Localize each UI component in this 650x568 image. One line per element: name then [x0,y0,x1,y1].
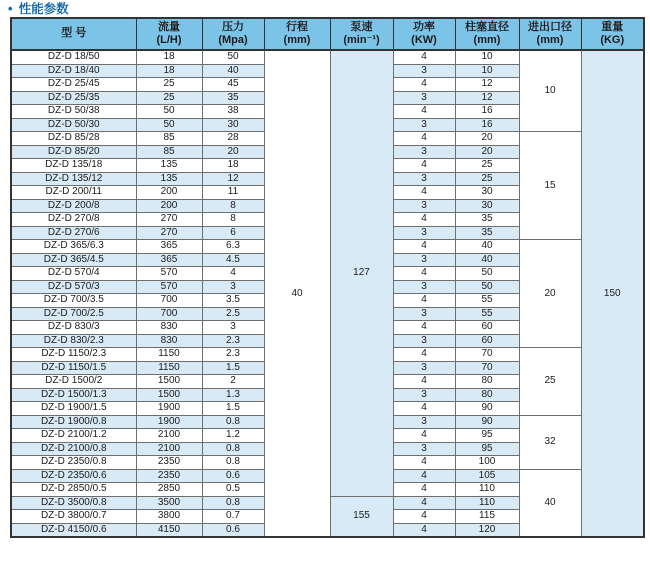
power-cell: 3 [393,91,455,105]
power-cell: 4 [393,50,455,64]
power-cell: 4 [393,132,455,146]
col-header-unit: (mm) [283,34,311,46]
flow-cell: 270 [136,213,202,227]
flow-cell: 50 [136,118,202,132]
flow-cell: 4150 [136,523,202,537]
model-cell: DZ-D 570/4 [11,267,136,281]
flow-cell: 1500 [136,375,202,389]
plunger-diameter-cell: 90 [455,402,519,416]
plunger-diameter-cell: 95 [455,429,519,443]
pressure-cell: 0.8 [202,415,264,429]
flow-cell: 2100 [136,442,202,456]
pressure-cell: 4 [202,267,264,281]
model-cell: DZ-D 1150/2.3 [11,348,136,362]
flow-cell: 85 [136,132,202,146]
model-cell: DZ-D 3500/0.8 [11,496,136,510]
model-cell: DZ-D 85/28 [11,132,136,146]
flow-cell: 365 [136,240,202,254]
col-header-power [393,18,455,50]
plunger-diameter-cell: 70 [455,348,519,362]
col-header-label: 泵速 [350,20,373,33]
col-header-label: 行程 [286,20,308,33]
model-cell: DZ-D 50/30 [11,118,136,132]
model-cell: DZ-D 270/8 [11,213,136,227]
pressure-cell: 45 [202,78,264,92]
power-cell: 3 [393,334,455,348]
model-cell: DZ-D 700/3.5 [11,294,136,308]
power-cell: 4 [393,456,455,470]
pressure-cell: 0.8 [202,496,264,510]
pressure-cell: 0.8 [202,456,264,470]
pressure-cell: 1.5 [202,361,264,375]
flow-cell: 700 [136,307,202,321]
plunger-diameter-cell: 50 [455,280,519,294]
pressure-cell: 8 [202,213,264,227]
plunger-diameter-cell: 30 [455,199,519,213]
port-size-merged-cell: 15 [519,132,581,240]
power-cell: 4 [393,510,455,524]
flow-cell: 50 [136,105,202,119]
power-cell: 3 [393,442,455,456]
flow-cell: 200 [136,186,202,200]
pressure-cell: 1.3 [202,388,264,402]
flow-cell: 1900 [136,415,202,429]
plunger-diameter-cell: 35 [455,226,519,240]
table-row [11,50,644,64]
model-cell: DZ-D 1900/0.8 [11,415,136,429]
col-header-unit: (KW) [411,34,437,46]
port-size-merged-cell: 40 [519,469,581,537]
plunger-diameter-cell: 115 [455,510,519,524]
model-cell: DZ-D 200/8 [11,199,136,213]
pressure-cell: 1.2 [202,429,264,443]
model-cell: DZ-D 135/12 [11,172,136,186]
table-header-row [11,18,644,50]
plunger-diameter-cell: 90 [455,415,519,429]
model-cell: DZ-D 1500/2 [11,375,136,389]
plunger-diameter-cell: 10 [455,64,519,78]
model-cell: DZ-D 2350/0.6 [11,469,136,483]
model-cell: DZ-D 830/3 [11,321,136,335]
pressure-cell: 11 [202,186,264,200]
plunger-diameter-cell: 16 [455,118,519,132]
col-header-weight [581,18,644,50]
power-cell: 4 [393,159,455,173]
flow-cell: 85 [136,145,202,159]
flow-cell: 700 [136,294,202,308]
pump-speed-merged-cell: 127 [330,50,393,496]
power-cell: 4 [393,402,455,416]
power-cell: 3 [393,307,455,321]
plunger-diameter-cell: 110 [455,496,519,510]
pressure-cell: 28 [202,132,264,146]
model-cell: DZ-D 2850/0.5 [11,483,136,497]
flow-cell: 3500 [136,496,202,510]
flow-cell: 830 [136,321,202,335]
col-header-label: 功率 [413,20,435,33]
col-header-label: 重量 [601,20,624,33]
model-cell: DZ-D 135/18 [11,159,136,173]
model-cell: DZ-D 570/3 [11,280,136,294]
col-header-model [11,18,136,50]
col-header-label: 型 号 [61,27,87,40]
flow-cell: 365 [136,253,202,267]
pressure-cell: 40 [202,64,264,78]
model-cell: DZ-D 200/11 [11,186,136,200]
col-header-label: 流量 [158,20,180,33]
pressure-cell: 3 [202,280,264,294]
power-cell: 4 [393,78,455,92]
plunger-diameter-cell: 50 [455,267,519,281]
model-cell: DZ-D 3800/0.7 [11,510,136,524]
power-cell: 3 [393,361,455,375]
power-cell: 4 [393,267,455,281]
pump-speed-merged-cell: 155 [330,496,393,537]
power-cell: 3 [393,388,455,402]
col-header-pump-speed [330,18,393,50]
plunger-diameter-cell: 12 [455,91,519,105]
plunger-diameter-cell: 60 [455,334,519,348]
pressure-cell: 6.3 [202,240,264,254]
col-header-pressure [202,18,264,50]
table-body [11,50,644,537]
pressure-cell: 0.6 [202,523,264,537]
plunger-diameter-cell: 12 [455,78,519,92]
model-cell: DZ-D 830/2.3 [11,334,136,348]
flow-cell: 570 [136,267,202,281]
flow-cell: 1500 [136,388,202,402]
pressure-cell: 0.6 [202,469,264,483]
model-cell: DZ-D 4150/0.6 [11,523,136,537]
plunger-diameter-cell: 80 [455,375,519,389]
power-cell: 4 [393,469,455,483]
flow-cell: 3800 [136,510,202,524]
pressure-cell: 8 [202,199,264,213]
flow-cell: 200 [136,199,202,213]
power-cell: 3 [393,415,455,429]
port-size-merged-cell: 25 [519,348,581,416]
power-cell: 4 [393,213,455,227]
flow-cell: 25 [136,91,202,105]
power-cell: 4 [393,240,455,254]
plunger-diameter-cell: 80 [455,388,519,402]
plunger-diameter-cell: 60 [455,321,519,335]
plunger-diameter-cell: 25 [455,159,519,173]
power-cell: 3 [393,253,455,267]
pressure-cell: 20 [202,145,264,159]
model-cell: DZ-D 2100/0.8 [11,442,136,456]
flow-cell: 25 [136,78,202,92]
pressure-cell: 6 [202,226,264,240]
power-cell: 3 [393,199,455,213]
pressure-cell: 0.5 [202,483,264,497]
model-cell: DZ-D 2350/0.8 [11,456,136,470]
port-size-merged-cell: 32 [519,415,581,469]
plunger-diameter-cell: 120 [455,523,519,537]
col-header-label: 压力 [222,20,244,33]
plunger-diameter-cell: 40 [455,253,519,267]
col-header-port-size [519,18,581,50]
plunger-diameter-cell: 10 [455,50,519,64]
model-cell: DZ-D 365/6.3 [11,240,136,254]
pressure-cell: 50 [202,50,264,64]
power-cell: 4 [393,321,455,335]
flow-cell: 135 [136,159,202,173]
col-header-plunger-diameter [455,18,519,50]
col-header-unit: (L/H) [156,34,182,46]
flow-cell: 270 [136,226,202,240]
plunger-diameter-cell: 95 [455,442,519,456]
stroke-merged-cell: 40 [264,50,330,537]
flow-cell: 830 [136,334,202,348]
power-cell: 4 [393,429,455,443]
section-title [8,0,69,16]
pressure-cell: 35 [202,91,264,105]
plunger-diameter-cell: 20 [455,145,519,159]
power-cell: 4 [393,375,455,389]
col-header-flow [136,18,202,50]
power-cell: 4 [393,483,455,497]
col-header-unit: (mm) [536,34,564,46]
pressure-cell: 3 [202,321,264,335]
col-header-label: 柱塞直径 [465,20,509,33]
flow-cell: 2850 [136,483,202,497]
flow-cell: 570 [136,280,202,294]
plunger-diameter-cell: 105 [455,469,519,483]
power-cell: 3 [393,280,455,294]
pressure-cell: 2.5 [202,307,264,321]
col-header-unit: (min⁻¹) [343,34,380,46]
pressure-cell: 0.8 [202,442,264,456]
flow-cell: 2100 [136,429,202,443]
model-cell: DZ-D 25/35 [11,91,136,105]
col-header-stroke [264,18,330,50]
plunger-diameter-cell: 55 [455,307,519,321]
pressure-cell: 1.5 [202,402,264,416]
model-cell: DZ-D 270/6 [11,226,136,240]
plunger-diameter-cell: 40 [455,240,519,254]
plunger-diameter-cell: 35 [455,213,519,227]
model-cell: DZ-D 365/4.5 [11,253,136,267]
power-cell: 3 [393,145,455,159]
col-header-unit: (Mpa) [218,34,248,46]
model-cell: DZ-D 2100/1.2 [11,429,136,443]
power-cell: 4 [393,294,455,308]
plunger-diameter-cell: 30 [455,186,519,200]
pressure-cell: 2.3 [202,348,264,362]
port-size-merged-cell: 10 [519,50,581,132]
plunger-diameter-cell: 20 [455,132,519,146]
pressure-cell: 3.5 [202,294,264,308]
model-cell: DZ-D 1150/1.5 [11,361,136,375]
power-cell: 3 [393,226,455,240]
flow-cell: 2350 [136,456,202,470]
plunger-diameter-cell: 55 [455,294,519,308]
model-cell: DZ-D 50/38 [11,105,136,119]
port-size-merged-cell: 20 [519,240,581,348]
flow-cell: 1900 [136,402,202,416]
model-cell: DZ-D 85/20 [11,145,136,159]
power-cell: 4 [393,348,455,362]
section-title-text: 性能参数 [18,2,69,16]
pressure-cell: 30 [202,118,264,132]
model-cell: DZ-D 700/2.5 [11,307,136,321]
flow-cell: 1150 [136,348,202,362]
plunger-diameter-cell: 16 [455,105,519,119]
col-header-unit: (mm) [473,34,501,46]
power-cell: 3 [393,118,455,132]
pressure-cell: 12 [202,172,264,186]
flow-cell: 18 [136,64,202,78]
model-cell: DZ-D 1500/1.3 [11,388,136,402]
pressure-cell: 18 [202,159,264,173]
power-cell: 4 [393,186,455,200]
power-cell: 4 [393,105,455,119]
plunger-diameter-cell: 25 [455,172,519,186]
model-cell: DZ-D 18/50 [11,50,136,64]
weight-merged-cell: 150 [581,50,644,537]
flow-cell: 135 [136,172,202,186]
model-cell: DZ-D 18/40 [11,64,136,78]
pressure-cell: 0.7 [202,510,264,524]
col-header-label: 进出口径 [528,20,572,33]
pressure-cell: 4.5 [202,253,264,267]
model-cell: DZ-D 25/45 [11,78,136,92]
plunger-diameter-cell: 110 [455,483,519,497]
power-cell: 3 [393,172,455,186]
power-cell: 3 [393,64,455,78]
power-cell: 4 [393,523,455,537]
plunger-diameter-cell: 70 [455,361,519,375]
model-cell: DZ-D 1900/1.5 [11,402,136,416]
power-cell: 4 [393,496,455,510]
plunger-diameter-cell: 100 [455,456,519,470]
pressure-cell: 38 [202,105,264,119]
pressure-cell: 2.3 [202,334,264,348]
col-header-unit: (KG) [600,34,625,46]
flow-cell: 2350 [136,469,202,483]
performance-parameters-table [10,17,645,538]
pressure-cell: 2 [202,375,264,389]
bullet-icon: • [8,0,13,16]
flow-cell: 1150 [136,361,202,375]
flow-cell: 18 [136,50,202,64]
